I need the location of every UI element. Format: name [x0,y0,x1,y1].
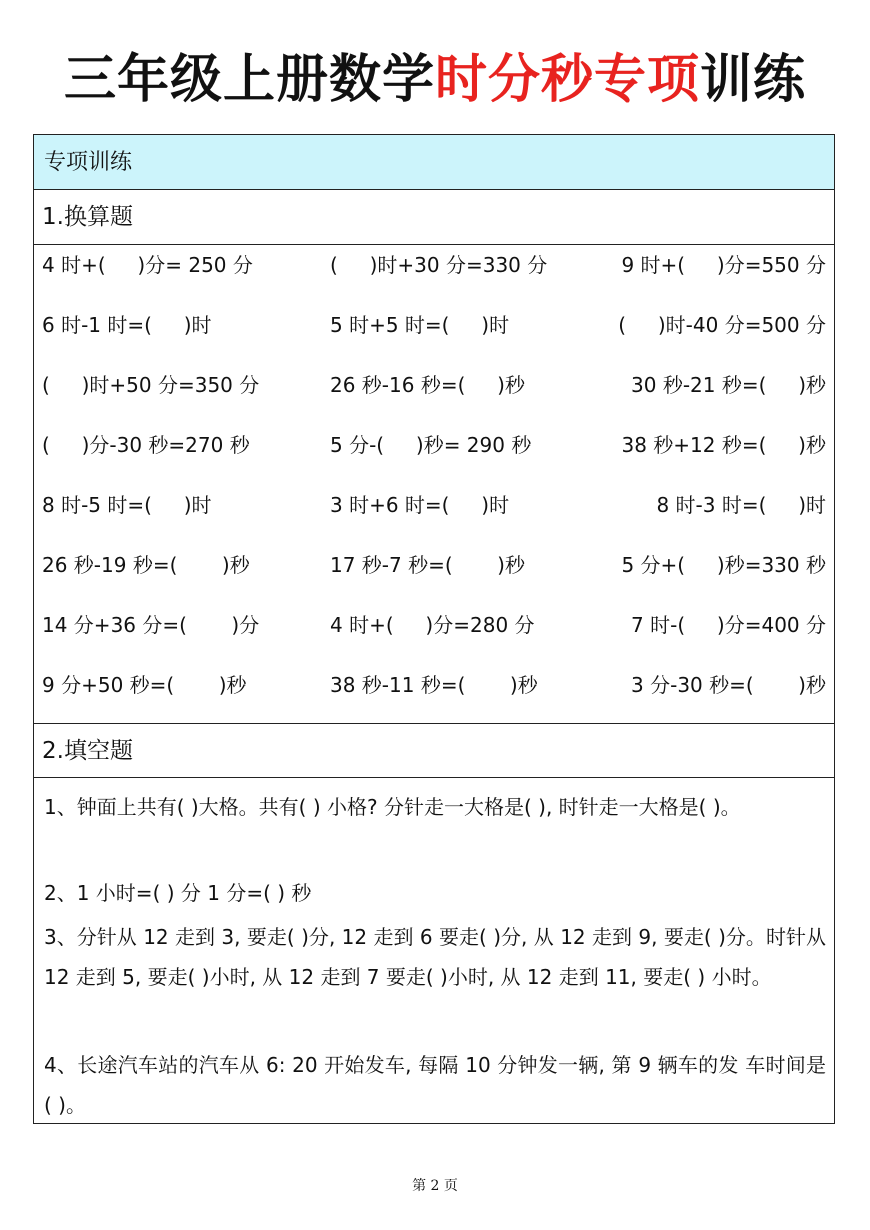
section-fill-blank-heading: 2.填空题 [34,723,834,778]
conversion-problem: 38 秒+12 秒=( )秒 [621,433,826,457]
conversion-problem: 26 秒-16 秒=( )秒 [330,373,525,397]
fill-item-3: 3、分针从 12 走到 3, 要走( )分, 12 走到 6 要走( )分, 从 12 走到 9, 要走( )分。时针从 12 走到 5, 要走( )小时, 从 12 走到 7 要走( )小时, 从 12 走到 11, 要走( ) 小时。 [44,925,826,989]
section-conversion-heading: 1.换算题 [34,190,834,245]
conversion-problem: 30 秒-21 秒=( )秒 [631,373,826,397]
conversion-problem: 5 分+( )秒=330 秒 [621,553,826,577]
conversion-row [34,489,834,549]
conversion-row [34,669,834,729]
conversion-problem: ( )时-40 分=500 分 [618,313,826,337]
conversion-problem: 17 秒-7 秒=( )秒 [330,553,525,577]
conversion-problem: 8 时-3 时=( )时 [656,493,826,517]
conversion-problem: 9 分+50 秒=( )秒 [42,673,247,697]
conversion-problem: ( )分-30 秒=270 秒 [42,433,250,457]
conversion-problem: 14 分+36 分=( )分 [42,613,260,637]
conversion-problem: 4 时+( )分= 250 分 [42,253,253,277]
worksheet-table [33,134,835,1124]
conversion-problem: 4 时+( )分=280 分 [330,613,535,637]
conversion-row [34,369,834,429]
title-part-1: 三年级上册数学 [63,50,435,110]
conversion-problem: ( )时+30 分=330 分 [330,253,548,277]
page-title [0,40,870,120]
conversion-problem: 6 时-1 时=( )时 [42,313,212,337]
conversion-row [34,309,834,369]
fill-item-4: 4、长途汽车站的汽车从 6: 20 开始发车, 每隔 10 分钟发一辆, 第 9 辆车的发 车时间是 ( )。 [44,1053,826,1117]
conversion-problem: 5 分-( )秒= 290 秒 [330,433,532,457]
conversion-row [34,549,834,609]
conversion-problem: 9 时+( )分=550 分 [621,253,826,277]
conversion-row [34,609,834,669]
conversion-problem: 38 秒-11 秒=( )秒 [330,673,538,697]
conversion-problem: 3 时+6 时=( )时 [330,493,510,517]
conversion-problem: 26 秒-19 秒=( )秒 [42,553,250,577]
conversion-row [34,249,834,309]
conversion-problem: 8 时-5 时=( )时 [42,493,212,517]
conversion-problem: 7 时-( )分=400 分 [631,613,826,637]
conversion-problem: 5 时+5 时=( )时 [330,313,510,337]
title-highlight: 时分秒专项 [434,50,700,110]
conversion-problem: ( )时+50 分=350 分 [42,373,260,397]
conversion-problem: 3 分-30 秒=( )秒 [631,673,826,697]
fill-item-2: 2、1 小时=( ) 分 1 分=( ) 秒 [44,881,312,905]
page-number: 第 2 页 [412,1178,458,1194]
fill-item-1: 1、钟面上共有( )大格。共有( ) 小格? 分针走一大格是( ), 时针走一大格是( )。 [44,795,741,819]
table-header: 专项训练 [34,135,834,190]
conversion-row [34,429,834,489]
title-part-2: 训练 [700,50,807,110]
